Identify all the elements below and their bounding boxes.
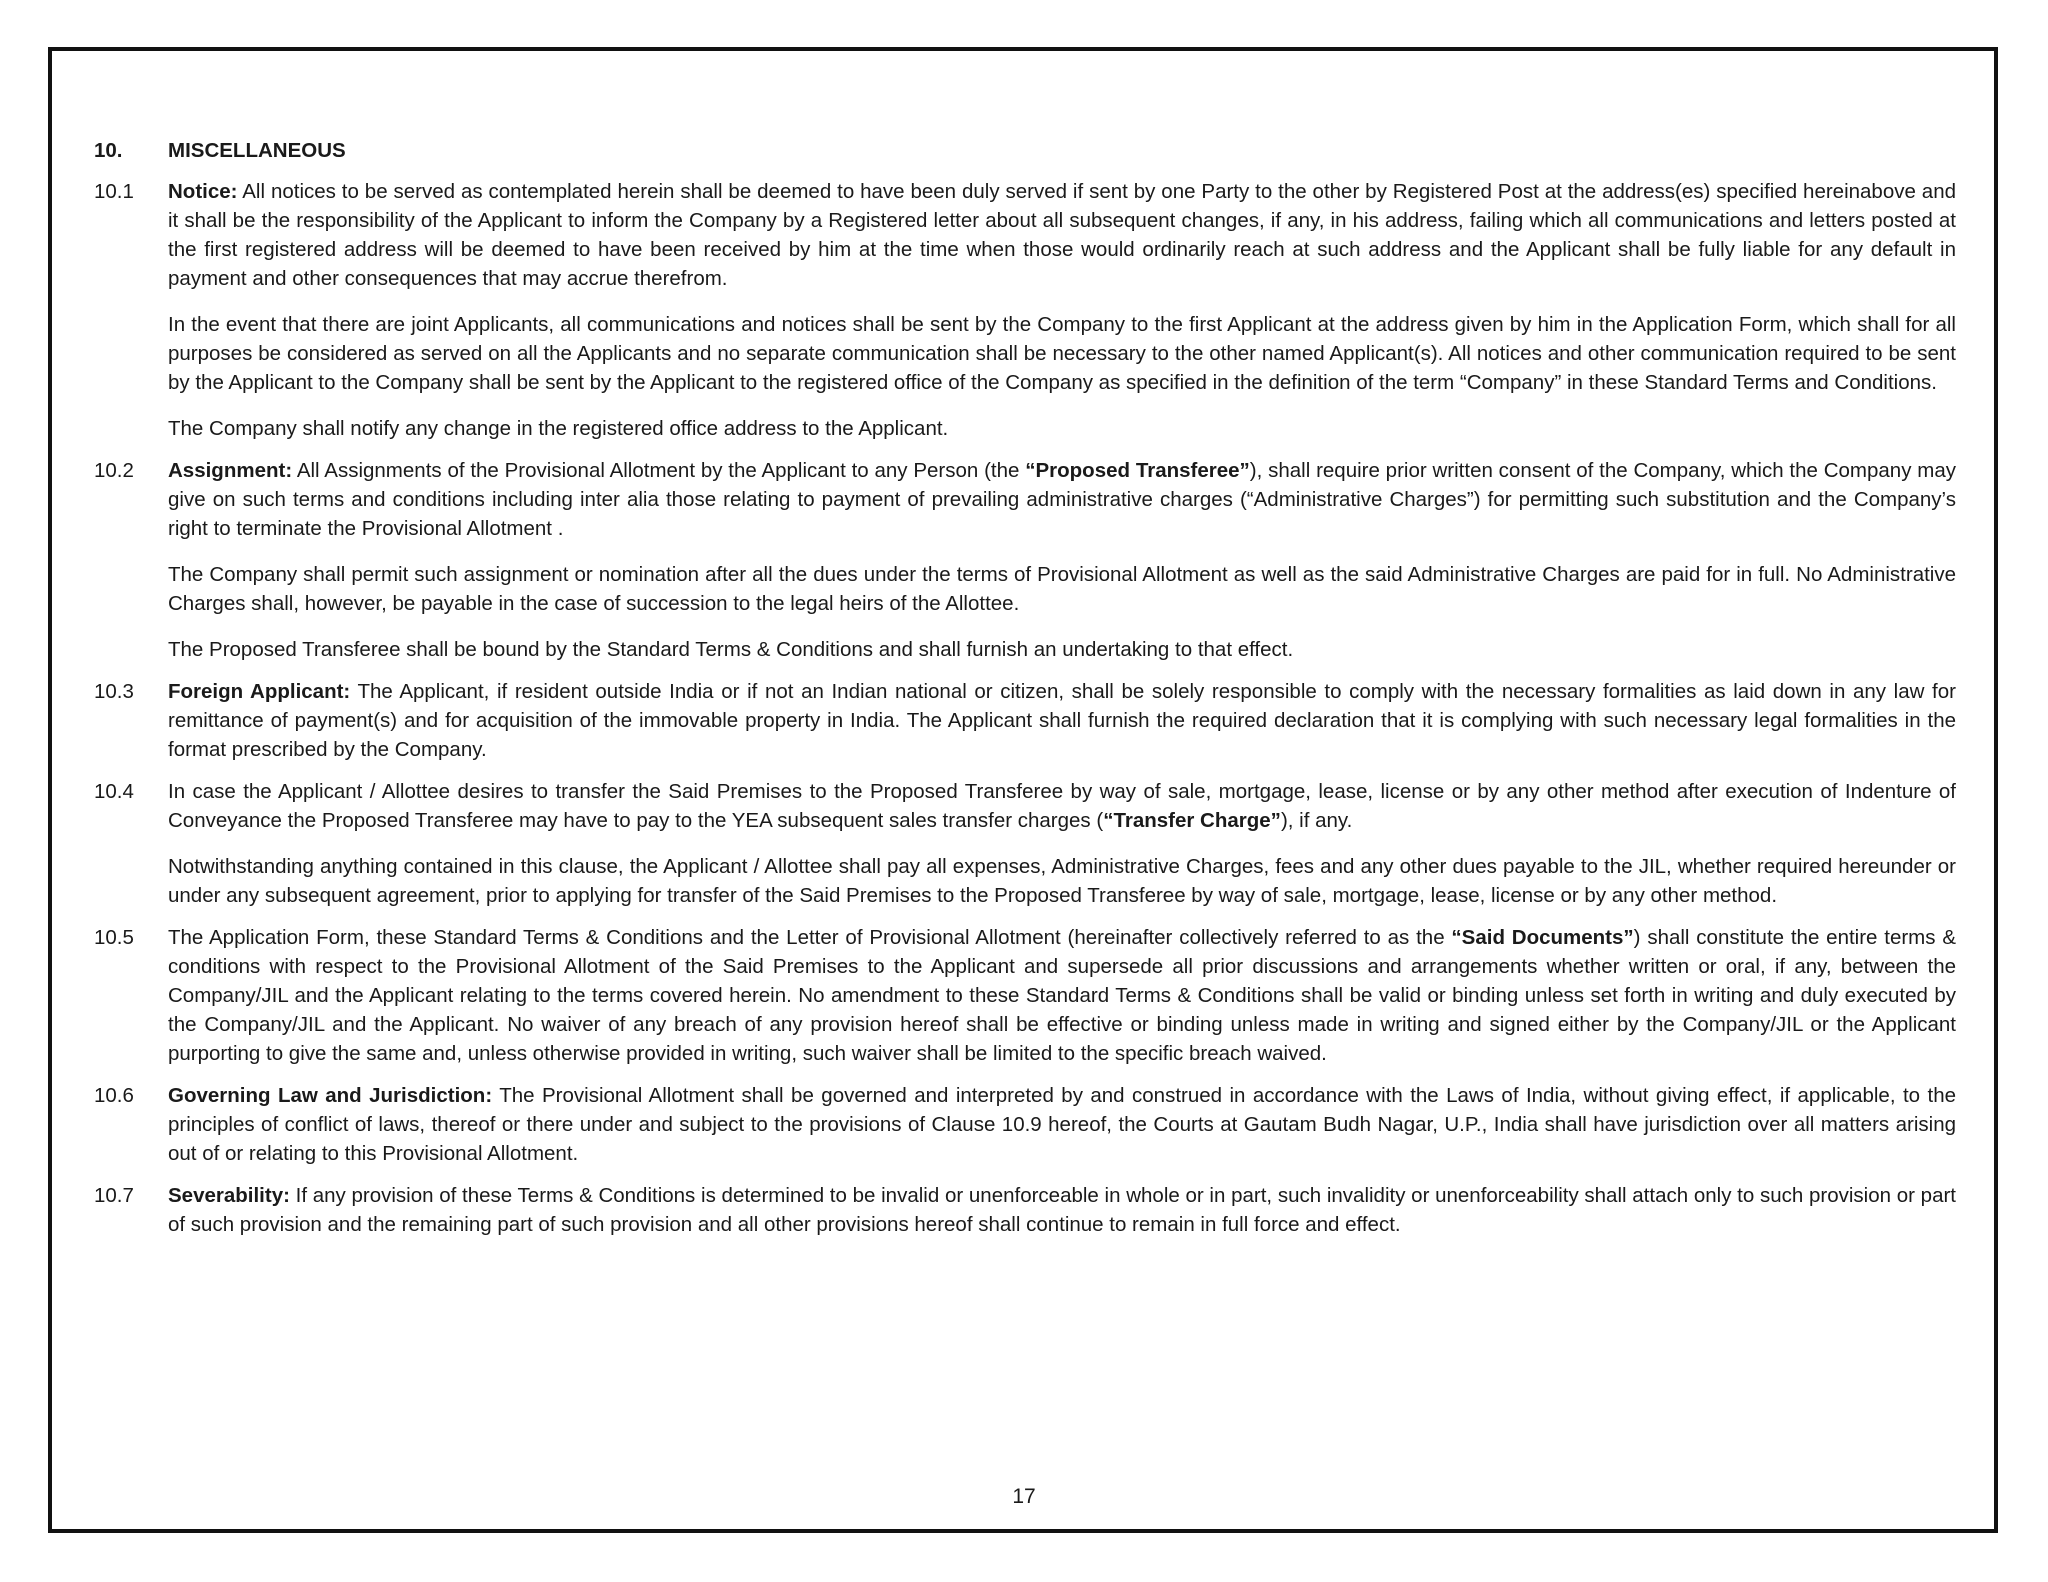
clause-10-6	[94, 1081, 1956, 1168]
clause-number: 10.7	[94, 1184, 134, 1207]
page-number: 17	[1012, 1485, 1036, 1508]
clause-10-5	[94, 923, 1956, 1068]
clause-number: 10.4	[94, 780, 134, 803]
clause-paragraph	[168, 677, 1956, 764]
clause-number: 10.3	[94, 680, 134, 703]
paragraph-text: If any provision of these Terms & Conditions is determined to be invalid or unenforceable in whole or in part, such invalidity or unenforceability shall attach only to such provision or part of such provision and the remaining part of such provision and all other provisions hereof shall continue to remain in full force and effect.	[168, 1184, 1956, 1236]
clause-paragraph	[168, 923, 1956, 1068]
bold-term: Notice:	[168, 180, 238, 203]
clause-list	[94, 177, 1956, 1239]
clause-paragraph	[168, 560, 1956, 618]
clause-body	[168, 456, 1956, 664]
bold-term: “Proposed Transferee”	[1025, 459, 1250, 482]
clause-body	[168, 923, 1956, 1068]
clause-paragraph	[168, 1081, 1956, 1168]
section-title: MISCELLANEOUS	[168, 139, 346, 162]
clause-paragraph	[168, 1181, 1956, 1239]
clause-10-3	[94, 677, 1956, 764]
clause-body	[168, 1081, 1956, 1168]
clause-paragraph	[168, 635, 1956, 664]
bold-term: Assignment:	[168, 459, 293, 482]
paragraph-text: All notices to be served as contemplated herein shall be deemed to have been duly served if sent by one Party to the other by Registered Post at the address(es) specified hereinabove and it shall be the responsibility of the Applicant to inform the Company by a Registered letter about all subsequent changes, if any, in his address, failing which all communications and letters posted at the first registered address will be deemed to have been received by him at the time when those would ordinarily reach at such address and the Applicant shall be fully liable for any default in payment and other consequences that may accrue therefrom.	[168, 180, 1956, 290]
section-number: 10.	[94, 139, 123, 162]
paragraph-text: The Provisional Allotment shall be governed and interpreted by and construed in accordance with the Laws of India, without giving effect, if applicable, to the principles of conflict of laws, thereof or there under and subject to the provisions of Clause 10.9 hereof, the Courts at Gautam Budh Nagar, U.P., India shall have jurisdiction over all matters arising out of or relating to this Provisional Allotment.	[168, 1084, 1957, 1165]
bold-term: Severability:	[168, 1184, 290, 1207]
paragraph-text: The Company shall permit such assignment or nomination after all the dues under the terms of Provisional Allotment as well as the said Administrative Charges are paid for in full. No Administrative Charges shall, however, be payable in the case of succession to the legal heirs of the Allottee.	[168, 563, 1956, 615]
paragraph-text: ), if any.	[1280, 809, 1353, 832]
clause-10-4	[94, 777, 1956, 910]
clause-paragraph	[168, 177, 1956, 293]
paragraph-text: ) shall constitute the entire terms & conditions with respect to the Provisional Allotment of the Said Premises to the Applicant and supersede all prior discussions and arrangements whether written or oral, if any, between the Company/JIL and the Applicant relating to the terms covered herein. No amendment to these Standard Terms & Conditions shall be valid or binding unless set forth in writing and duly executed by the Company/JIL and the Applicant. No waiver of any breach of any provision hereof shall be effective or binding unless made in writing and signed either by the Company/JIL or the Applicant purporting to give the same and, unless otherwise provided in writing, such waiver shall be limited to the specific breach waived.	[168, 926, 1956, 1065]
clause-paragraph	[168, 414, 1956, 443]
paragraph-text: The Applicant, if resident outside India or if not an Indian national or citizen, shall be solely responsible to comply with the necessary formalities as laid down in any law for remittance of payment(s) and for acquisition of the immovable property in India. The Applicant shall furnish the required declaration that it is complying with such necessary legal formalities in the format prescribed by the Company.	[168, 680, 1956, 761]
section-heading	[94, 136, 1956, 165]
clause-paragraph	[168, 777, 1956, 835]
clause-10-2	[94, 456, 1956, 664]
clause-10-1	[94, 177, 1956, 443]
clause-paragraph	[168, 310, 1956, 397]
paragraph-text: In the event that there are joint Applicants, all communications and notices shall be sent by the Company to the first Applicant at the address given by him in the Application Form, which shall for all purposes be considered as served on all the Applicants and no separate communication shall be necessary to the other named Applicant(s). All notices and other communication required to be sent by the Applicant to the Company shall be sent by the Applicant to the registered office of the Company as specified in the definition of the term “Company” in these Standard Terms and Conditions.	[168, 313, 1956, 394]
document-body	[94, 136, 1956, 1252]
clause-body	[168, 1181, 1956, 1239]
clause-body	[168, 777, 1956, 910]
paragraph-text: The Proposed Transferee shall be bound by the Standard Terms & Conditions and shall furnish an undertaking to that effect.	[168, 638, 1294, 661]
paragraph-text: In case the Applicant / Allottee desires to transfer the Said Premises to the Proposed Transferee by way of sale, mortgage, lease, license or by any other method after execution of Indenture of Conveyance the Proposed Transferee may have to pay to the YEA subsequent sales transfer charges (	[168, 780, 1956, 832]
paragraph-text: The Company shall notify any change in the registered office address to the Applicant.	[168, 417, 949, 440]
bold-term: “Transfer Charge”	[1103, 809, 1281, 832]
bold-term: “Said Documents”	[1451, 926, 1634, 949]
paragraph-text: All Assignments of the Provisional Allotment by the Applicant to any Person (the	[292, 459, 1026, 482]
paragraph-text: Notwithstanding anything contained in this clause, the Applicant / Allottee shall pay all expenses, Administrative Charges, fees and any other dues payable to the JIL, whether required hereunder or under any subsequent agreement, prior to applying for transfer of the Said Premises to the Proposed Transferee by way of sale, mortgage, lease, license or by any other method.	[168, 855, 1956, 907]
clause-10-7	[94, 1181, 1956, 1239]
bold-term: Governing Law and Jurisdiction:	[168, 1084, 493, 1107]
clause-number: 10.6	[94, 1084, 134, 1107]
clause-number: 10.2	[94, 459, 134, 482]
bold-term: Foreign Applicant:	[168, 680, 351, 703]
paragraph-text: The Application Form, these Standard Terms & Conditions and the Letter of Provisional Allotment (hereinafter collectively referred to as the	[168, 926, 1452, 949]
clause-paragraph	[168, 456, 1956, 543]
clause-number: 10.1	[94, 180, 134, 203]
clause-paragraph	[168, 852, 1956, 910]
clause-number: 10.5	[94, 926, 134, 949]
clause-body	[168, 677, 1956, 764]
paragraph-text: ), shall require prior written consent of the Company, which the Company may give on such terms and conditions including inter alia those relating to payment of prevailing administrative charges (“Administrative Charges”) for permitting such substitution and the Company’s right to terminate the Provisional Allotment .	[168, 459, 1956, 540]
clause-body	[168, 177, 1956, 443]
